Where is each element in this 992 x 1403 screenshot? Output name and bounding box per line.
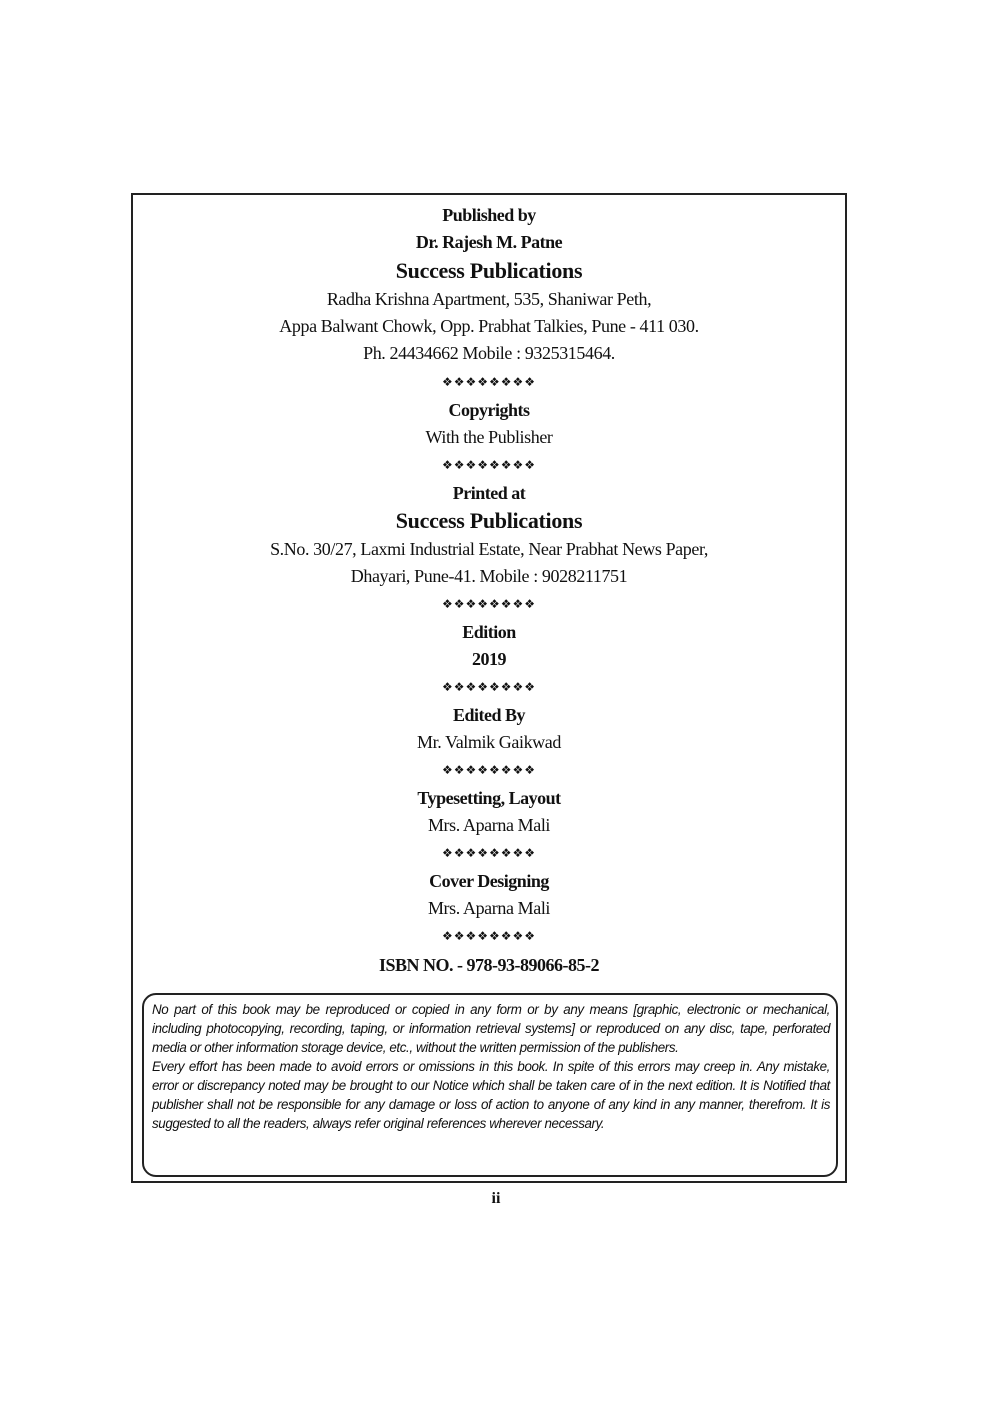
imprint-frame — [131, 193, 847, 1183]
divider-ornament-icon: ❖❖❖❖❖❖❖❖ — [441, 597, 537, 611]
copyright-notice-box — [142, 993, 838, 1177]
divider-ornament-icon: ❖❖❖❖❖❖❖❖ — [441, 375, 537, 389]
edited-by-heading: Edited By — [452, 705, 526, 725]
divider-ornament-icon: ❖❖❖❖❖❖❖❖ — [441, 680, 537, 694]
publisher-address-line1: Radha Krishna Apartment, 535, Shaniwar Peth, — [326, 289, 652, 309]
cover-heading: Cover Designing — [429, 871, 549, 891]
edition-value: 2019 — [472, 649, 506, 669]
printer-address-line2: Dhayari, Pune-41. Mobile : 9028211751 — [350, 566, 628, 586]
printed-at-heading: Printed at — [452, 483, 526, 503]
edited-by-value: Mr. Valmik Gaikwad — [417, 732, 561, 752]
printer-address-line1: S.No. 30/27, Laxmi Industrial Estate, Near Prabhat News Paper, — [270, 539, 708, 559]
copyrights-heading: Copyrights — [448, 400, 530, 420]
notice-paragraph-errors: Every effort has been made to avoid errors or omissions in this book. In spite of this errors may creep in. Any mistake, error or discrepancy noted may be brought to our Notice which shall be taken care of in the next edition. It is Notified that publisher shall not be responsible for any damage or loss of action to anyone of any kind in any manner, therefrom. It is suggested to all the readers, always refer original references wherever necessary. — [152, 1059, 830, 1131]
edition-heading: Edition — [462, 622, 516, 642]
divider-ornament-icon: ❖❖❖❖❖❖❖❖ — [441, 846, 537, 860]
notice-paragraph-reproduction: No part of this book may be reproduced or copied in any form or by any means [graphic, electronic or mechanical, including photocopying, recording, taping, or information retrieval systems] or reproduced on any disc, tape, perforated media or other information storage device, etc., without the written permission of the publishers. — [152, 1002, 830, 1055]
printer-company: Success Publications — [395, 508, 583, 533]
publisher-person: Dr. Rajesh M. Patne — [415, 232, 563, 252]
isbn: ISBN NO. - 978-93-89066-85-2 — [379, 955, 599, 975]
typesetting-heading: Typesetting, Layout — [417, 788, 561, 808]
copyrights-value: With the Publisher — [425, 427, 553, 447]
page-number: ii — [491, 1190, 501, 1207]
divider-ornament-icon: ❖❖❖❖❖❖❖❖ — [441, 763, 537, 777]
cover-value: Mrs. Aparna Mali — [427, 898, 551, 918]
published-by-heading: Published by — [442, 205, 536, 225]
publisher-address-line2: Appa Balwant Chowk, Opp. Prabhat Talkies, Pune - 411 030. — [279, 316, 699, 336]
divider-ornament-icon: ❖❖❖❖❖❖❖❖ — [441, 929, 537, 943]
publisher-phone: Ph. 24434662 Mobile : 9325315464. — [363, 343, 615, 363]
publisher-company: Success Publications — [395, 258, 583, 283]
typesetting-value: Mrs. Aparna Mali — [427, 815, 551, 835]
divider-ornament-icon: ❖❖❖❖❖❖❖❖ — [441, 458, 537, 472]
